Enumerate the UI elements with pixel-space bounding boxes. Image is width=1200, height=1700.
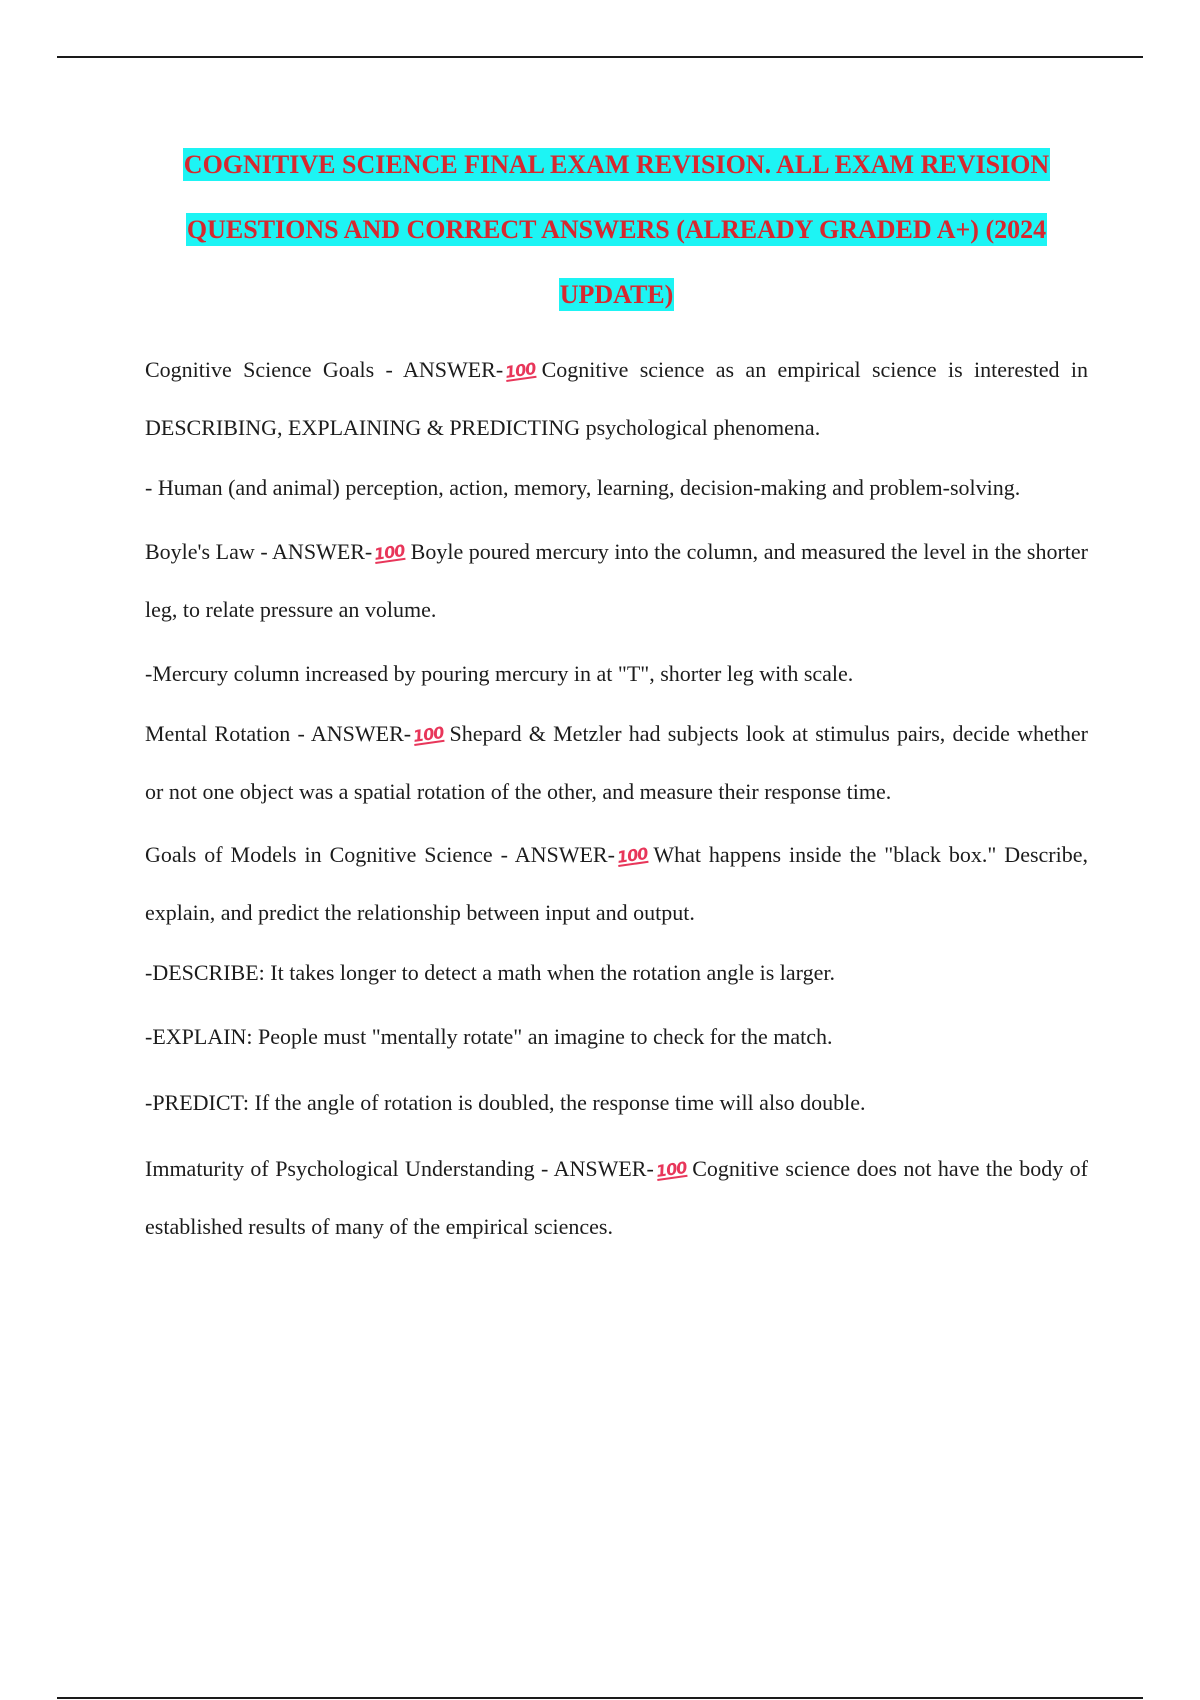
answer-text: Shepard & Metzler had subjects look at stimulus pairs, decide whether or not one object was a spatial rotation of the other, and measure their response time. <box>145 721 1088 804</box>
title-line: COGNITIVE SCIENCE FINAL EXAM REVISION. ALL EXAM REVISION <box>183 150 1050 179</box>
document-body <box>145 132 1088 1255</box>
question-term: Boyle's Law - ANSWER- <box>145 539 373 564</box>
title-line: QUESTIONS AND CORRECT ANSWERS (ALREADY GRADED A+) (2024 <box>186 215 1047 244</box>
qa-entry <box>145 1140 1088 1255</box>
qa-entry <box>145 341 1088 456</box>
answer-text: Cognitive science does not have the body of established results of many of the empirical sciences. <box>145 1156 1088 1239</box>
answer-text: Cognitive science as an empirical science is interested in DESCRIBING, EXPLAINING & PREDICTING psychological phenomena. <box>145 357 1088 440</box>
answer-text: Boyle poured mercury into the column, and measured the level in the shorter leg, to relate pressure an volume. <box>145 539 1089 622</box>
question-term: Mental Rotation - ANSWER- <box>145 721 412 746</box>
question-term: Immaturity of Psychological Understanding - ANSWER- <box>145 1156 654 1181</box>
hundred-points-icon: 100 <box>654 1157 688 1182</box>
hundred-points-icon: 100 <box>411 722 445 747</box>
hundred-points-icon: 100 <box>615 843 649 868</box>
title-line: UPDATE) <box>559 280 674 309</box>
answer-note: - Human (and animal) perception, action, memory, learning, decision-making and problem-solving. <box>145 475 1021 500</box>
answer-note: -Mercury column increased by pouring mercury in at "T", shorter leg with scale. <box>145 661 854 686</box>
hundred-points-icon: 100 <box>373 540 406 565</box>
hundred-points-icon: 100 <box>504 358 537 383</box>
answer-text: What happens inside the "black box." Describe, explain, and predict the relationship between input and output. <box>145 842 1088 925</box>
document-title <box>145 132 1088 327</box>
answer-note: -DESCRIBE: It takes longer to detect a math when the rotation angle is larger. <box>145 960 835 985</box>
question-term: Cognitive Science Goals - ANSWER- <box>145 357 504 382</box>
answer-note: -PREDICT: If the angle of rotation is doubled, the response time will also double. <box>145 1090 866 1115</box>
bottom-divider <box>57 1697 1143 1699</box>
qa-entry <box>145 523 1088 638</box>
qa-entry <box>145 705 1088 820</box>
qa-entry <box>145 826 1088 941</box>
top-divider <box>57 56 1143 58</box>
question-term: Goals of Models in Cognitive Science - ANSWER- <box>145 842 615 867</box>
answer-note: -EXPLAIN: People must "mentally rotate" an imagine to check for the match. <box>145 1024 833 1049</box>
